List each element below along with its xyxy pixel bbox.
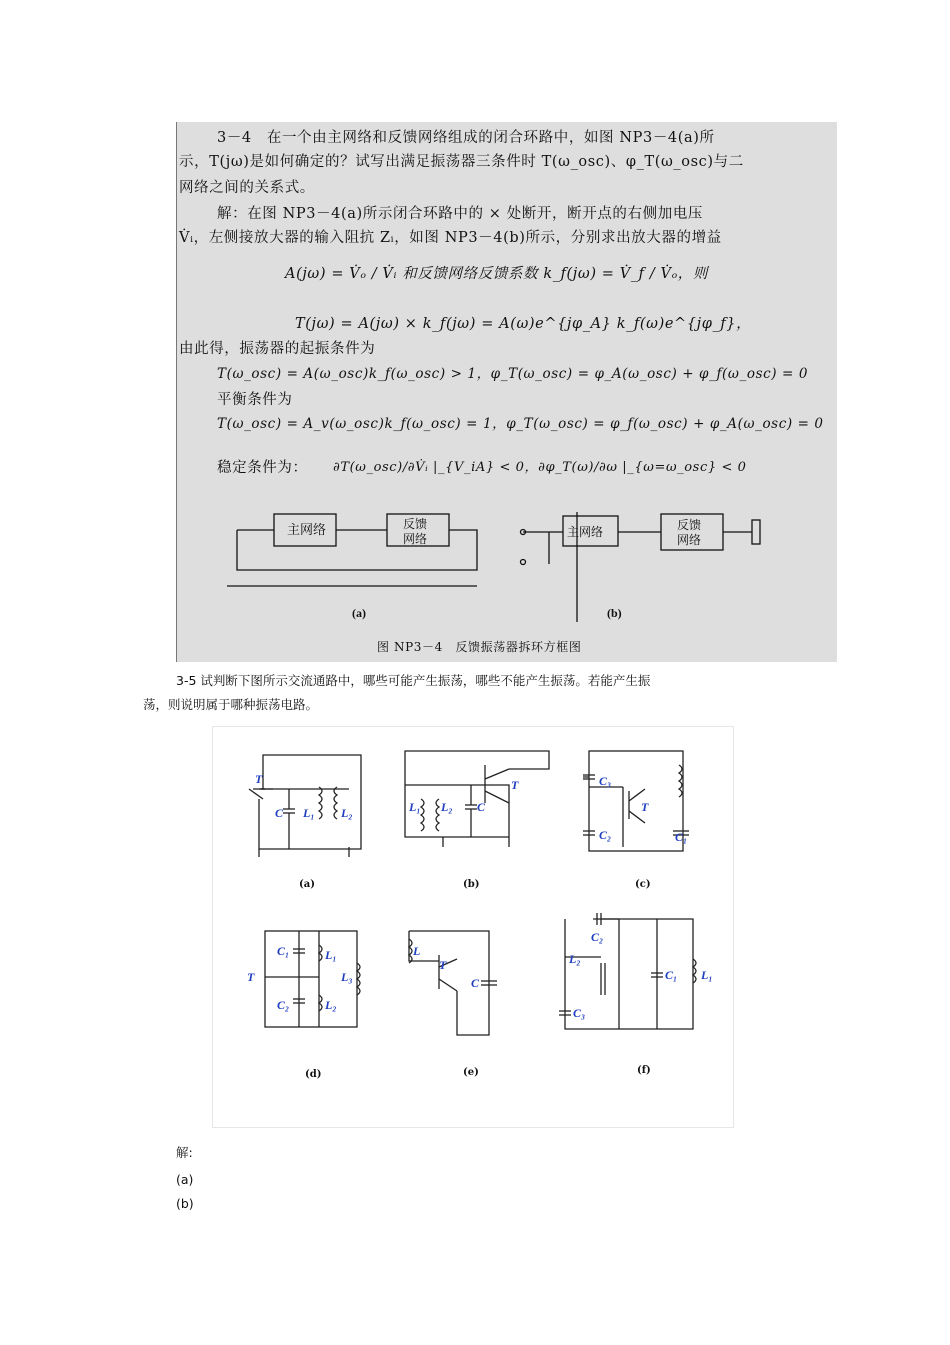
svg-text:C₂: C₂ <box>591 930 604 944</box>
block-label-b: (b) <box>607 606 622 620</box>
svg-text:L₂: L₂ <box>341 806 353 820</box>
block-fb-label-a2: 网络 <box>403 532 428 546</box>
block-fb-label-a1: 反馈 <box>403 517 428 531</box>
block-main-label-b: 主网络 <box>567 525 604 539</box>
circuit-label-b: (b) <box>463 879 480 890</box>
problem-34-line-1: 3－4 在一个由主网络和反馈网络组成的闭合环路中，如图 NP3－4(a)所 <box>217 130 715 146</box>
svg-text:C₃: C₃ <box>599 774 612 788</box>
circuit-label-a: (a) <box>299 879 315 890</box>
svg-text:C: C <box>275 806 284 820</box>
block-main-label-a: 主网络 <box>287 522 327 537</box>
problem-34-line-12a: 稳定条件为： <box>217 460 308 476</box>
problem-34-line-7: T(jω) = A(jω) × k_f(jω) = A(ω)e^{jφ_A} k_f(ω)e^{jφ_f}， <box>295 316 752 332</box>
svg-text:L₁: L₁ <box>303 806 315 820</box>
problem-34-line-8: 由此得，振荡器的起振条件为 <box>179 341 376 357</box>
problem-34-line-9: T(ω_osc) = A(ω_osc)k_f(ω_osc) > 1，φ_T(ω_osc) = φ_A(ω_osc) + φ_f(ω_osc) = 0 <box>217 366 809 382</box>
svg-text:C: C <box>477 800 486 814</box>
problem-34-line-3: 网络之间的关系式。 <box>179 180 315 196</box>
answer-title: 解: <box>176 1145 193 1160</box>
svg-text:C₁: C₁ <box>675 830 688 844</box>
circuit-label-f: (f) <box>637 1065 651 1076</box>
svg-text:L₁: L₁ <box>325 948 337 962</box>
svg-text:C₁: C₁ <box>665 968 678 982</box>
problem-34-line-10: 平衡条件为 <box>217 392 293 408</box>
problem-34-line-12b: ∂T(ω_osc)/∂V̇ᵢ |_{V_iA} < 0，∂φ_T(ω)/∂ω |_{ω=ω_osc} < 0 <box>333 460 747 475</box>
block-label-a: (a) <box>352 606 366 620</box>
svg-text:C₂: C₂ <box>277 998 290 1012</box>
answer-a: (a) <box>176 1172 194 1187</box>
svg-text:T: T <box>255 772 263 786</box>
problem-34-line-11: T(ω_osc) = A_v(ω_osc)k_f(ω_osc) = 1，φ_T(ω_osc) = φ_f(ω_osc) + φ_A(ω_osc) = 0 <box>217 416 824 432</box>
svg-text:L: L <box>413 944 421 958</box>
svg-text:C₃: C₃ <box>573 1006 586 1020</box>
block-diagram-np3-4 <box>177 502 837 632</box>
circuit-label-d: (d) <box>305 1069 322 1080</box>
circuit-label-c: (c) <box>635 879 651 890</box>
circuit-label-e: (e) <box>463 1067 479 1078</box>
svg-text:C₂: C₂ <box>599 828 612 842</box>
problem-34-line-6: A(jω) = V̇ₒ / V̇ᵢ 和反馈网络反馈系数 k_f(jω) = V̇_f / V̇ₒ，则 <box>285 266 708 282</box>
block-fb-label-b1: 反馈 <box>677 518 702 532</box>
svg-text:L₂: L₂ <box>441 800 453 814</box>
answer-b: (b) <box>176 1196 194 1211</box>
problem-34-line-5: V̇ᵢ，左侧接放大器的输入阻抗 Zᵢ，如图 NP3－4(b)所示，分别求出放大器的增益 <box>179 230 722 246</box>
figure-np3-4-caption: 图 NP3－4 反馈振荡器拆环方框图 <box>377 640 582 654</box>
svg-text:C: C <box>471 976 480 990</box>
svg-text:L₃: L₃ <box>341 970 353 984</box>
svg-text:T: T <box>641 800 649 814</box>
svg-text:C₁: C₁ <box>277 944 290 958</box>
svg-text:L₁: L₁ <box>409 800 421 814</box>
svg-text:L₁: L₁ <box>701 968 713 982</box>
circuits-figure <box>212 726 734 1128</box>
problem-34-line-2: 示，T(jω)是如何确定的？试写出满足振荡器三条件时 T(ω_osc)、φ_T(ω_osc)与二 <box>179 154 744 170</box>
problem-34-line-4: 解：在图 NP3－4(a)所示闭合环路中的 × 处断开，断开点的右侧加电压 <box>217 206 704 222</box>
problem-35-text-1: 3-5 试判断下图所示交流通路中，哪些可能产生振荡，哪些不能产生振荡。若能产生振 <box>176 673 651 688</box>
block-fb-label-b2: 网络 <box>677 533 702 547</box>
svg-text:L₂: L₂ <box>325 998 337 1012</box>
svg-text:T: T <box>511 778 519 792</box>
svg-text:L₂: L₂ <box>569 952 581 966</box>
problem-35-text-2: 荡，则说明属于哪种振荡电路。 <box>143 697 319 712</box>
scanned-problem-3-4 <box>176 122 837 662</box>
svg-text:T: T <box>247 970 255 984</box>
svg-text:T: T <box>439 958 447 972</box>
